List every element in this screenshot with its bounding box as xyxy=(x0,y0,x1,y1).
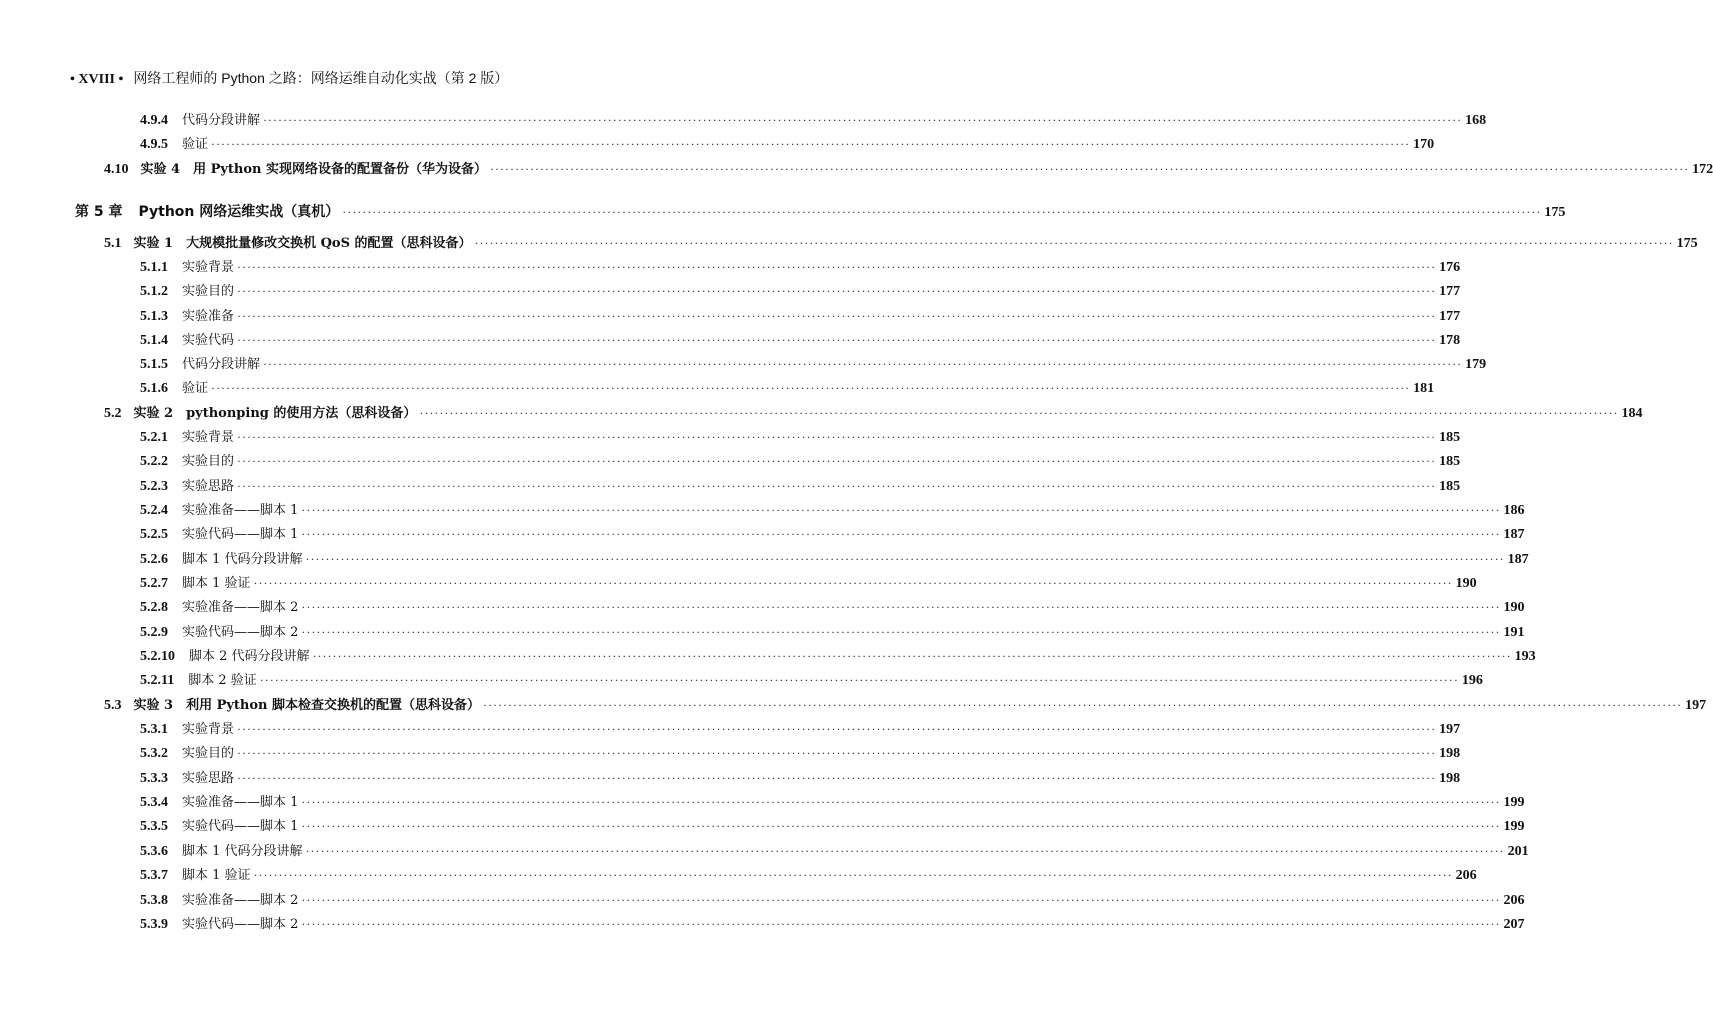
toc-entry-page-number: 199 xyxy=(1503,819,1525,834)
toc-entry-number: 5.3.7 xyxy=(140,868,168,883)
toc-entry-5-2-9[interactable] xyxy=(140,620,1525,644)
toc-entry-page-number: 197 xyxy=(1685,698,1707,713)
toc-entry-4-10[interactable] xyxy=(104,157,1713,181)
toc-entry-5-3-8[interactable] xyxy=(140,888,1525,912)
toc-entry-page-number: 207 xyxy=(1503,917,1525,932)
toc-entry-number: 4.10 xyxy=(104,162,129,177)
dot-leader: ················································································································································································································································ xyxy=(237,333,1437,347)
toc-entry-page-number: 184 xyxy=(1621,406,1643,421)
toc-entry-title: 实验准备——脚本 2 xyxy=(182,600,299,615)
toc-entry-title: 脚本 2 验证 xyxy=(188,673,257,688)
dot-leader: ················································································································································································································································ xyxy=(253,868,1453,882)
toc-entry-number: 5.2.6 xyxy=(140,552,168,567)
toc-entry-title: Python 网络运维实战（真机） xyxy=(138,204,340,220)
dot-leader: ················································································································································································································································ xyxy=(490,162,1690,176)
toc-entry-5-2-10[interactable] xyxy=(140,644,1536,668)
toc-entry-page-number: 177 xyxy=(1439,284,1461,299)
toc-entry-5-1-6[interactable] xyxy=(140,376,1435,400)
toc-entry-4-9-4[interactable] xyxy=(140,108,1487,132)
toc-entry-page-number: 198 xyxy=(1439,746,1461,761)
toc-entry-page-number: 170 xyxy=(1413,137,1435,152)
toc-entry-page-number: 191 xyxy=(1503,625,1525,640)
toc-entry-page-number: 190 xyxy=(1455,576,1477,591)
toc-entry-page-number: 168 xyxy=(1465,113,1487,128)
toc-entry-title: 代码分段讲解 xyxy=(182,113,261,128)
toc-entry-number: 5.1.2 xyxy=(140,284,168,299)
toc-entry-title: 实验代码 xyxy=(182,333,235,348)
dot-leader: ················································································································································································································································ xyxy=(419,406,1619,420)
toc-entry-5-3[interactable] xyxy=(104,693,1707,717)
toc-entry-title: 实验思路 xyxy=(182,771,235,786)
toc-entry-title: 脚本 1 验证 xyxy=(182,868,251,883)
toc-entry-5-1-2[interactable] xyxy=(140,279,1461,303)
toc-entry-title: 实验背景 xyxy=(182,722,235,737)
toc-entry-page-number: 185 xyxy=(1439,430,1461,445)
running-header xyxy=(70,66,730,90)
dot-leader: ················································································································································································································································ xyxy=(253,576,1453,590)
toc-entry-page-number: 186 xyxy=(1503,503,1525,518)
toc-entry-number: 5.2.11 xyxy=(140,673,175,688)
dot-leader: ················································································································································································································································ xyxy=(301,795,1501,809)
toc-entry-page-number: 185 xyxy=(1439,479,1461,494)
toc-entry-title: 实验目的 xyxy=(182,454,235,469)
toc-entry-number: 5.1 xyxy=(104,236,122,251)
toc-entry-5[interactable] xyxy=(75,200,1566,224)
dot-leader: ················································································································································································································································ xyxy=(211,381,1411,395)
toc-entry-title: 脚本 1 代码分段讲解 xyxy=(182,552,303,567)
toc-entry-title: 脚本 2 代码分段讲解 xyxy=(189,649,310,664)
toc-entry-page-number: 198 xyxy=(1439,771,1461,786)
toc-entry-title: 实验 1 大规模批量修改交换机 QoS 的配置（思科设备） xyxy=(133,236,472,251)
toc-entry-5-2-2[interactable] xyxy=(140,449,1461,473)
toc-entry-title: 实验代码——脚本 1 xyxy=(182,527,299,542)
dot-leader: ················································································································································································································································ xyxy=(301,625,1501,639)
toc-entry-number: 5.2 xyxy=(104,406,122,421)
toc-entry-5-2-11[interactable] xyxy=(140,668,1483,692)
dot-leader: ················································································································································································································································ xyxy=(211,137,1411,151)
toc-entry-number: 5.2.10 xyxy=(140,649,175,664)
toc-entry-title: 实验 2 pythonping 的使用方法（思科设备） xyxy=(133,406,417,421)
toc-entry-number: 5.1.5 xyxy=(140,357,168,372)
dot-leader: ················································································································································································································································ xyxy=(237,260,1437,274)
toc-entry-page-number: 197 xyxy=(1439,722,1461,737)
toc-entry-number: 4.9.4 xyxy=(140,113,168,128)
toc-entry-5-3-9[interactable] xyxy=(140,912,1525,936)
toc-entry-page-number: 179 xyxy=(1465,357,1487,372)
toc-entry-title: 实验背景 xyxy=(182,430,235,445)
toc-entry-title: 实验思路 xyxy=(182,479,235,494)
dot-leader: ················································································································································································································································ xyxy=(237,430,1437,444)
dot-leader: ················································································································································································································································ xyxy=(237,771,1437,785)
dot-leader: ················································································································································································································································ xyxy=(301,503,1501,517)
toc-entry-5-1[interactable] xyxy=(104,231,1698,255)
toc-entry-title: 实验 3 利用 Python 脚本检查交换机的配置（思科设备） xyxy=(133,698,481,713)
dot-leader: ················································································································································································································································ xyxy=(237,309,1437,323)
toc-entry-title: 实验目的 xyxy=(182,284,235,299)
toc-entry-number: 5.3.9 xyxy=(140,917,168,932)
toc-entry-4-9-5[interactable] xyxy=(140,132,1435,156)
toc-entry-title: 验证 xyxy=(182,137,209,152)
toc-entry-5-1-3[interactable] xyxy=(140,304,1461,328)
toc-entry-title: 脚本 1 代码分段讲解 xyxy=(182,844,303,859)
dot-leader: ················································································································································································································································ xyxy=(263,357,1463,371)
toc-entry-5-1-1[interactable] xyxy=(140,255,1461,279)
toc-entry-number: 5.3.2 xyxy=(140,746,168,761)
toc-entry-page-number: 178 xyxy=(1439,333,1461,348)
toc-entry-title: 验证 xyxy=(182,381,209,396)
toc-entry-5-3-2[interactable] xyxy=(140,741,1461,765)
toc-entry-5-3-5[interactable] xyxy=(140,814,1525,838)
toc-entry-title: 脚本 1 验证 xyxy=(182,576,251,591)
dot-leader: ················································································································································································································································ xyxy=(259,673,1459,687)
toc-entry-5-3-4[interactable] xyxy=(140,790,1525,814)
dot-leader: ················································································································································································································································ xyxy=(301,527,1501,541)
toc-entry-number: 5.3.5 xyxy=(140,819,168,834)
toc-entry-page-number: 175 xyxy=(1544,205,1566,220)
toc-entry-page-number: 196 xyxy=(1461,673,1483,688)
toc-entry-number: 5.2.9 xyxy=(140,625,168,640)
toc-entry-5-1-4[interactable] xyxy=(140,328,1461,352)
toc-entry-title: 实验代码——脚本 2 xyxy=(182,625,299,640)
toc-entry-number: 5.2.8 xyxy=(140,600,168,615)
toc-entry-number: 5.1.1 xyxy=(140,260,168,275)
toc-entry-5-2-4[interactable] xyxy=(140,498,1525,522)
toc-entry-title: 实验准备 xyxy=(182,309,235,324)
toc-entry-5-3-7[interactable] xyxy=(140,863,1477,887)
dot-leader: ················································································································································································································································ xyxy=(483,698,1683,712)
toc-entry-number: 5.2.3 xyxy=(140,479,168,494)
toc-entry-5-3-3[interactable] xyxy=(140,766,1461,790)
toc-entry-page-number: 206 xyxy=(1503,893,1525,908)
dot-leader: ················································································································································································································································ xyxy=(305,552,1505,566)
toc-entry-5-2[interactable] xyxy=(104,401,1643,425)
book-title: 网络工程师的 Python 之路：网络运维自动化实战（第 2 版） xyxy=(133,70,509,86)
toc-entry-number: 5.3.4 xyxy=(140,795,168,810)
toc-entry-number: 5.3.6 xyxy=(140,844,168,859)
toc-entry-number: 5.2.4 xyxy=(140,503,168,518)
toc-entry-title: 代码分段讲解 xyxy=(182,357,261,372)
dot-leader: ················································································································································································································································ xyxy=(237,722,1437,736)
toc-entry-page-number: 175 xyxy=(1676,236,1698,251)
toc-entry-page-number: 193 xyxy=(1514,649,1536,664)
toc-entry-number: 4.9.5 xyxy=(140,137,168,152)
toc-entry-title: 实验 4 用 Python 实现网络设备的配置备份（华为设备） xyxy=(140,162,488,177)
toc-entry-page-number: 176 xyxy=(1439,260,1461,275)
toc-entry-5-2-5[interactable] xyxy=(140,522,1525,546)
page-folio: • XVIII • xyxy=(70,72,124,87)
toc-entry-title: 实验准备——脚本 1 xyxy=(182,795,299,810)
toc-entry-5-2-3[interactable] xyxy=(140,474,1461,498)
dot-leader: ················································································································································································································································ xyxy=(312,649,1512,663)
toc-entry-page-number: 181 xyxy=(1413,381,1435,396)
dot-leader: ················································································································································································································································ xyxy=(237,479,1437,493)
dot-leader: ················································································································································································································································ xyxy=(342,205,1542,219)
toc-entry-number: 5.3 xyxy=(104,698,122,713)
toc-entry-number: 5.2.2 xyxy=(140,454,168,469)
toc-entry-title: 实验准备——脚本 1 xyxy=(182,503,299,518)
toc-entry-page-number: 187 xyxy=(1507,552,1529,567)
dot-leader: ················································································································································································································································ xyxy=(301,600,1501,614)
toc-entry-number: 5.2.7 xyxy=(140,576,168,591)
toc-entry-5-1-5[interactable] xyxy=(140,352,1487,376)
toc-entry-page-number: 199 xyxy=(1503,795,1525,810)
toc-entry-number: 5.1.3 xyxy=(140,309,168,324)
toc-entry-5-2-8[interactable] xyxy=(140,595,1525,619)
toc-entry-page-number: 172 xyxy=(1692,162,1713,177)
dot-leader: ················································································································································································································································ xyxy=(301,893,1501,907)
toc-entry-5-3-6[interactable] xyxy=(140,839,1529,863)
toc-entry-number: 5.3.3 xyxy=(140,771,168,786)
toc-entry-number: 5.2.1 xyxy=(140,430,168,445)
toc-entry-5-2-6[interactable] xyxy=(140,547,1529,571)
toc-entry-title: 实验目的 xyxy=(182,746,235,761)
toc-entry-5-2-7[interactable] xyxy=(140,571,1477,595)
dot-leader: ················································································································································································································································ xyxy=(237,454,1437,468)
toc-entry-number: 5.3.1 xyxy=(140,722,168,737)
dot-leader: ················································································································································································································································ xyxy=(301,917,1501,931)
toc-entry-number: 5.1.4 xyxy=(140,333,168,348)
toc-entry-page-number: 177 xyxy=(1439,309,1461,324)
toc-entry-title: 实验代码——脚本 1 xyxy=(182,819,299,834)
dot-leader: ················································································································································································································································ xyxy=(301,819,1501,833)
dot-leader: ················································································································································································································································ xyxy=(474,236,1674,250)
toc-entry-5-2-1[interactable] xyxy=(140,425,1461,449)
toc-entry-page-number: 187 xyxy=(1503,527,1525,542)
toc-entry-page-number: 190 xyxy=(1503,600,1525,615)
toc-entry-title: 实验准备——脚本 2 xyxy=(182,893,299,908)
dot-leader: ················································································································································································································································ xyxy=(305,844,1505,858)
toc-entry-5-3-1[interactable] xyxy=(140,717,1461,741)
dot-leader: ················································································································································································································································ xyxy=(263,113,1463,127)
dot-leader: ················································································································································································································································ xyxy=(237,284,1437,298)
toc-entry-page-number: 201 xyxy=(1507,844,1529,859)
toc-entry-title: 实验背景 xyxy=(182,260,235,275)
toc-entry-number: 5.3.8 xyxy=(140,893,168,908)
toc-entry-number: 5.1.6 xyxy=(140,381,168,396)
toc-entry-page-number: 185 xyxy=(1439,454,1461,469)
toc-entry-number: 第 5 章 xyxy=(75,204,123,220)
dot-leader: ················································································································································································································································ xyxy=(237,746,1437,760)
toc-entry-title: 实验代码——脚本 2 xyxy=(182,917,299,932)
toc-entry-number: 5.2.5 xyxy=(140,527,168,542)
toc-entry-page-number: 206 xyxy=(1455,868,1477,883)
